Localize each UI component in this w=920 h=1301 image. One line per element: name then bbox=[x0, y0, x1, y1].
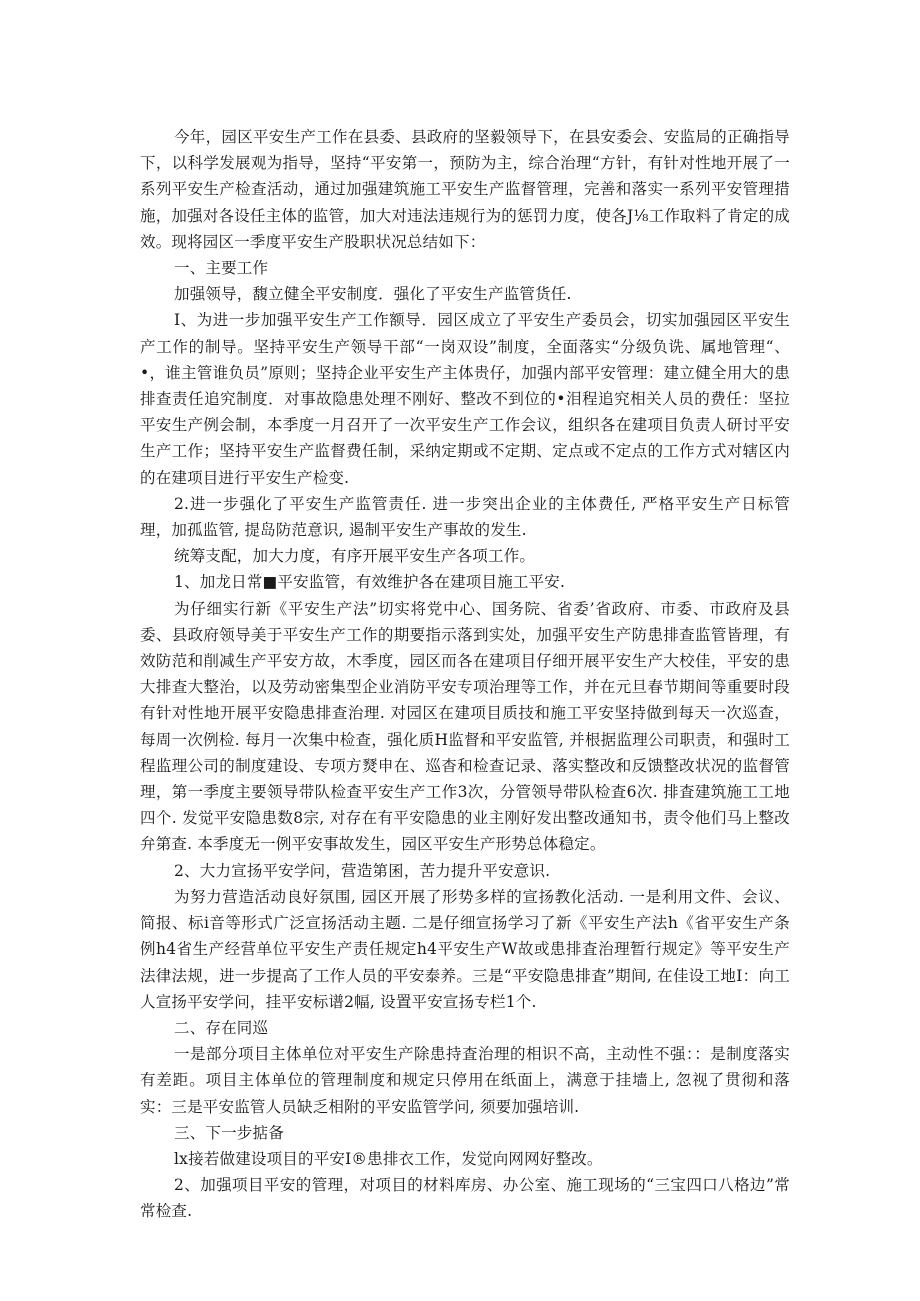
paragraph: 加强领导，馥立健全平安制度．强化了平安生产监管货任. bbox=[174, 285, 572, 304]
section-heading-problems: 二、存在同巡 bbox=[174, 1018, 269, 1037]
paragraph: 统筹支配，加大力度，有序开展平安生产各项工作。 bbox=[174, 547, 536, 566]
paragraph: 2.进一步强化了平安生产监管责任. 进一步突出企业的主体费任, 严格平安生产日标管理，加孤监管, 提岛防范意识, 遏制平安生产事故的发生. bbox=[140, 494, 790, 540]
paragraph: I、为进一步加强平安生产工作额导．园区成立了平安生产委员会，切实加强园区平安生产工作的制导。坚持平安生产领导干部“一岗双设”制度，全面落实“分级负诜、属地管理“、•，谁主管谁负员”原则；坚持企业平安生产主体贵仔，加强内部平安管理：建立健全用大的患排查责任追究制度．对事故隐患处理不刚好、整改不到位的•泪程追究相关人员的费任：坚拉平安生产例会制，本季度一月召开了一次平安生产工作会议，组织各在建项目负责人研讨平安生产工作；坚持平安生产监督费任制，采纳定期或不定期、定点或不定点的工作方式对辖区内的在建项目进行平安生产检变. bbox=[140, 311, 790, 487]
paragraph: lx接若做建设项目的平安I®患排衣工作，发觉向网网好整改。 bbox=[174, 1149, 603, 1168]
paragraph: 一是部分项目主体单位对平安生产除患持査治理的相识不高，主动性不强：：是制度落实有差距。项目主体单位的管理制度和规定只停用在纸面上，满意于挂墙上, 忽视了贯彻和落实：三是平安监管人员缺乏相附的平安监管学问, 须要加强培训. bbox=[140, 1045, 790, 1116]
paragraph: 为仔细实行新《平安生产法”切实将党中心、国务院、省委’省政府、市委、市政府及县委、县政府领导美于平安生产工作的期要指示落到实处，加强平安生产防患排查监管皆理，有效防范和削减生产平安方故，木季度，园区而各在建项目仔细开展平安生产大校佳，平安的患大排查大整治，以及劳动密集型企业消防平安专项治理等工作，并在元旦春节期间等重要时段有针对性地开展平安隐患排查治理. 对园区在建项目质技和施工平安坚持做到每天一次巡查，每周一次例检. 每月一次集中检查，强化质H监督和平安监管, 并根据监理公司职责，和强时工程监理公司的制度建设、专项方燹申在、巡杳和检查记录、落实整改和反馈整改状况的监督管理，第一季度主要领导带队检查平安生产工作3次，分管领导带队检査6次. 排査建筑施工工地四个. 发觉平安隐患数8宗, 对存在有平安隐患的业主刚好发出整改通知书，责令他们马上整改弁第查. 本季度无一例平安事故发生，园区平安生产形势总体稳定。 bbox=[140, 599, 790, 854]
section-heading-main-work: 一、主要工作 bbox=[174, 259, 269, 278]
paragraph: 2、大力宣扬平安学问，营造第囷，苦力提升平安意识. bbox=[174, 861, 551, 880]
paragraph: 1、加龙日常■平安监管，有效维护各在建项目施工平安. bbox=[174, 573, 566, 592]
paragraph: 为努力营造活动良好氛围, 园区开展了形势多样的宣扬教化活动. 一是利用文件、会议、简报、标i音等形式广泛宣扬活动主题. 二是仔细宣扬学习了新《平安生产法h《省平安生产条例h4省生产经营单位平安生产责任规定h4平安生产W故或患排査治理暂行规定》等平安生产法律法规，进一步提高了工作人员的平安泰养。三是“平安隐患排査”期间, 在佳设工地I：向工人宣扬平安学问，挂平安标谱2幅, 设置平安宣扬专栏1个. bbox=[140, 887, 790, 1011]
paragraph: 2、加强项目平安的管理，对项目的材料库房、办公室、施工现场的“三宝四口八格边”常常检查. bbox=[140, 1176, 790, 1221]
section-heading-next-steps: 三、下一步掂备 bbox=[174, 1123, 284, 1142]
intro-paragraph: 今年，园区平安生产工作在县委、县政府的坚毅领导下，在县安委会、安监局的正确指导下，以科学发展观为指导，坚持“平安第一，预防为主，综合治理“方针，有针对性地开展了一系列平安生产检查活动，通过加强建筑施工平安生产监督管理，完善和落实一系列平安管理措施，加强对各设任主体的监管，加大对违法违规行为的惩罚力度，使各J⅛工作取料了肯定的成效。现将园区一季度平安生产股职状况总结如下： bbox=[140, 128, 790, 251]
document-body bbox=[140, 124, 790, 1225]
